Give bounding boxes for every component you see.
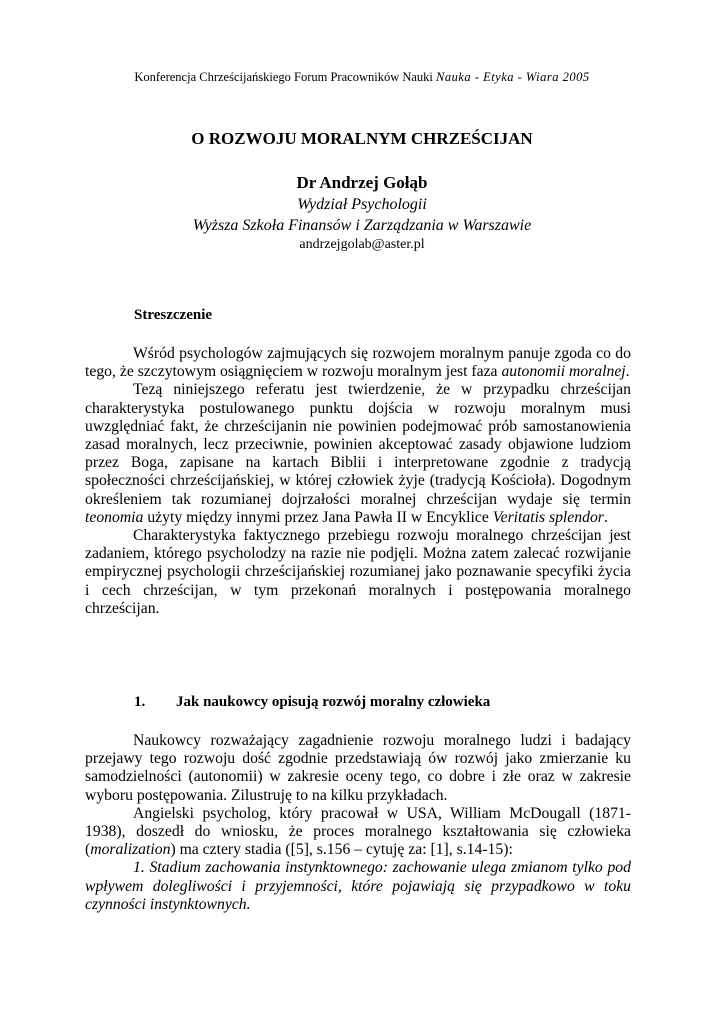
author-institution: Wyższa Szkoła Finansów i Zarządzania w Warszawie bbox=[192, 217, 532, 234]
author-block bbox=[0, 172, 724, 254]
abstract-paragraph-3: Charakterystyka faktycznego przebiegu rozwoju moralnego chrześcijan jest zadaniem, którego psycholodzy na razie nie podjęli. Można zatem zalecać rozwijanie empirycznej psychologii chrześcijańskiej rozumianej jako poznawanie specyfiki życia i cech chrześcijan, w tym przekonań moralnych i postępowania moralnego chrześcijan. bbox=[85, 527, 631, 617]
section-1-number: 1. bbox=[134, 694, 146, 710]
section-1-paragraph-3: 1. Stadium zachowania instynktownego: zachowanie ulega zmianom tylko pod wpływem dolegliwości i przyjemności, które pojawiają się przypadkowo w toku czynności instynktownych. bbox=[85, 859, 631, 913]
abstract-p1-text: Wśród psychologów zajmujących się rozwojem moralnym panuje zgoda co do tego, że szczytowym osiągnięciem w rozwoju moralnym jest faza bbox=[85, 345, 631, 381]
section-1-body bbox=[85, 732, 631, 914]
page-header bbox=[0, 70, 724, 85]
section-1-p2-term: moralization bbox=[90, 841, 171, 859]
section-1-title: Jak naukowcy opisują rozwój moralny człowieka bbox=[176, 694, 491, 710]
section-1-heading bbox=[134, 694, 490, 711]
abstract-paragraph-1 bbox=[85, 345, 631, 381]
author-department: Wydział Psychologii bbox=[297, 196, 427, 213]
abstract-heading: Streszczenie bbox=[134, 307, 213, 323]
section-1-paragraph-1: Naukowcy rozważający zagadnienie rozwoju moralnego ludzi i badający przejawy tego rozwoju dość zgodnie przedstawiają ów rozwój jako zmierzanie ku samodzielności (autonomii) w zakresie oceny tego, co dobre i złe oraz w zakresie wyboru postępowania. Zilustruję to na kilku przykładach. bbox=[85, 732, 631, 804]
author-email: andrzejgolab@aster.pl bbox=[299, 237, 425, 252]
section-1-p2-text: Angielski psycholog, który pracował w USA, William McDougall (1871-1938), doszedł do wniosku, że proces moralnego kształtowania się człowieka ( bbox=[85, 804, 631, 859]
abstract-p1-end: . bbox=[625, 363, 630, 381]
abstract-paragraph-2 bbox=[85, 381, 631, 527]
author-name: Dr Andrzej Gołąb bbox=[296, 173, 428, 192]
paper-title: O ROZWOJU MORALNYM CHRZEŚCIJAN bbox=[191, 129, 533, 148]
abstract-p2-mid: użyty między innymi przez Jana Pawła II w Encyklice bbox=[143, 508, 493, 526]
abstract-body bbox=[85, 345, 631, 618]
conference-name: Konferencja Chrześcijańskiego Forum Pracowników Nauki bbox=[134, 70, 433, 84]
abstract-p2-text: Tezą niniejszego referatu jest twierdzenie, że w przypadku chrześcijan charakterystyka postulowanego punktu dojścia w rozwoju moralnym musi uwzględniać fakt, że chrześcijanin nie powinien podejmować prób samostanowienia zasad moralnych, lecz przeciwnie, powinien akceptować zasady objawione ludziom przez Boga, zapisane na kartach Biblii i interpretowane zgodnie z tradycją społeczności chrześcijańskiej, w której człowiek żyje (tradycją Kościoła). Dogodnym określeniem tak rozumianej dojrzałości moralnej chrześcijan wydaje się termin bbox=[85, 381, 631, 508]
section-1-paragraph-2 bbox=[85, 805, 631, 860]
abstract-p2-term: teonomia bbox=[85, 508, 144, 526]
abstract-p2-encyclical: Veritatis splendor bbox=[492, 508, 604, 526]
conference-motto: Nauka - Etyka - Wiara 2005 bbox=[436, 70, 590, 84]
section-1-p2-end: ) ma cztery stadia ([5], s.156 – cytuję za: [1], s.14-15): bbox=[170, 841, 513, 859]
abstract-p1-emphasis: autonomii moralnej bbox=[501, 363, 626, 381]
abstract-p2-end: . bbox=[603, 508, 608, 526]
